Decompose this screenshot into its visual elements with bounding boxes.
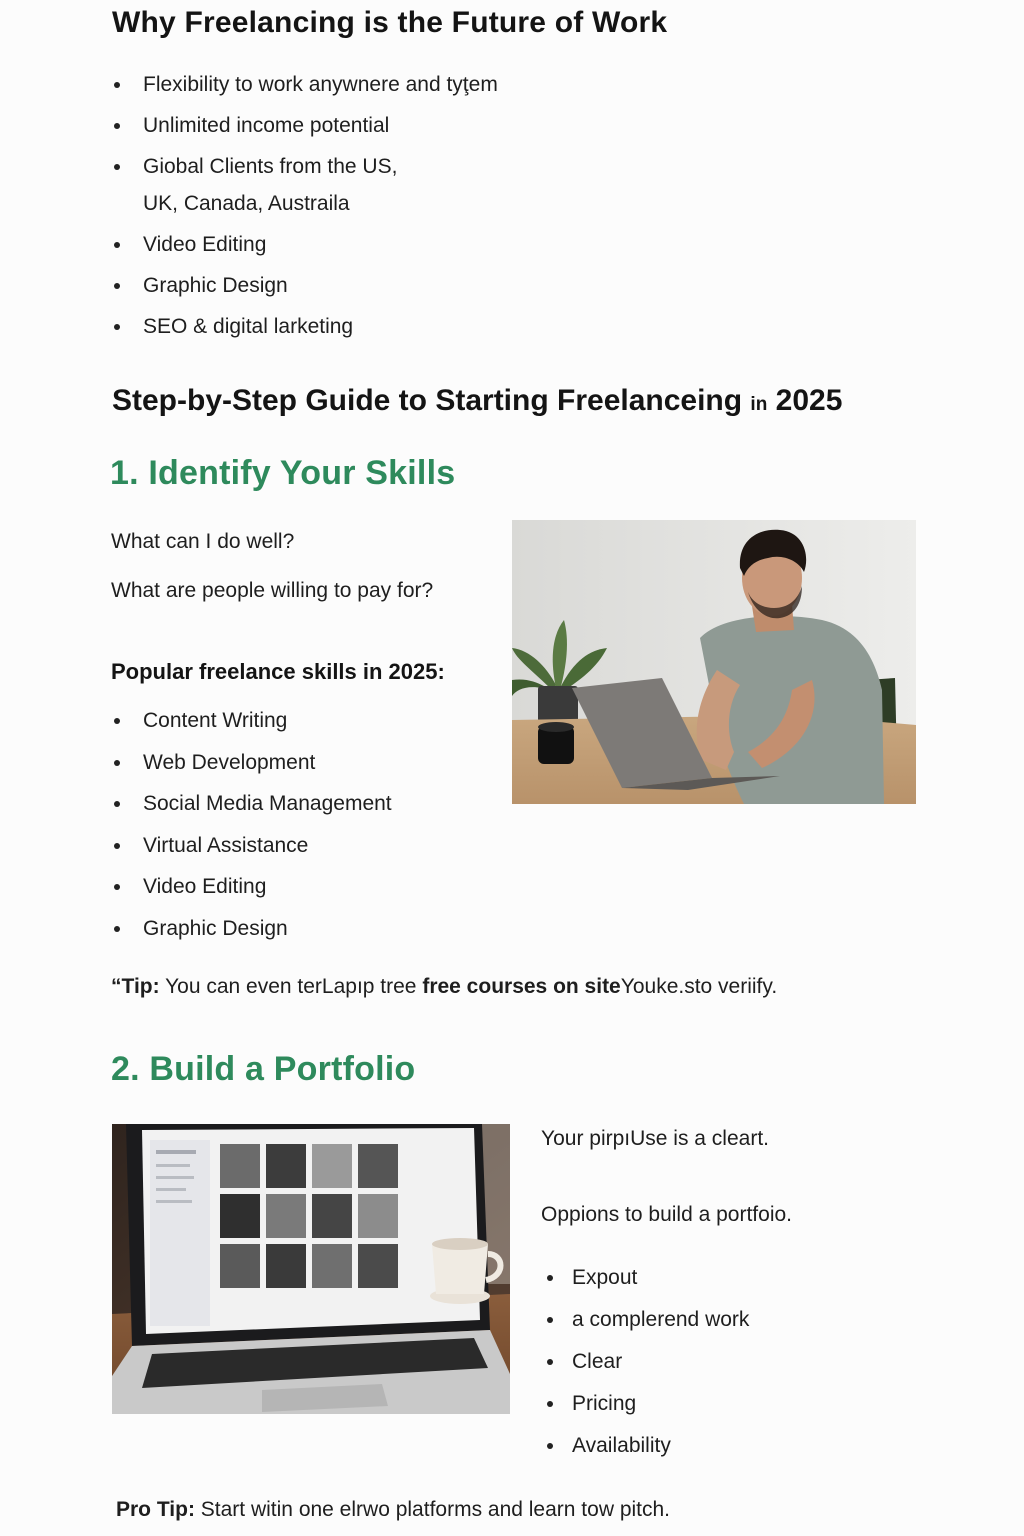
portfolio-photo [112,1124,510,1414]
list-item: Video Editing [112,872,492,914]
list-item: Web Development [112,748,492,790]
list-item: Social Media Management [112,789,492,831]
list-item: SEO & digital larketing [112,312,672,353]
tip-text: You can even terLapıp tree [159,975,423,998]
list-item: Video Editing [112,230,672,271]
person-photo [512,520,916,804]
list-item: Giobal Clients from the US, [112,152,672,189]
list-item: a complerend work [545,1305,965,1347]
guide-heading-year: 2025 [775,384,843,417]
pro-tip-text: Start witin one elrwo platforms and learn tow pitch. [194,1498,671,1521]
step1-tip [111,975,777,999]
list-item: Content Writing [112,706,492,748]
skills-subheading: Popular freelance skills in 2025: [111,659,445,684]
pro-tip [116,1498,670,1522]
list-item: Pricing [545,1389,965,1431]
list-item: Virtual Assistance [112,831,492,873]
laptop-portfolio-gallery-illustration [112,1124,510,1414]
section-title: Why Freelancing is the Future of Work [112,6,668,39]
portfolio-options-list [545,1263,965,1473]
step1-title: 1. Identify Your Skills [110,454,456,492]
list-item: Expout [545,1263,965,1305]
step2-line-2: Oppions to build a portfoio. [541,1203,792,1226]
guide-heading-small: in [750,394,768,415]
pro-tip-label: Pro Tip: [116,1498,195,1521]
list-item: Clear [545,1347,965,1389]
skills-list [112,706,492,956]
step1-question-1: What can I do well? [111,530,295,553]
list-item: Availability [545,1431,965,1473]
man-working-on-laptop-illustration [512,520,916,804]
guide-heading [112,384,842,418]
list-item: Graphic Design [112,914,492,956]
step1-question-2: What are people willing to pay for? [111,579,434,602]
tip-tail: Youke.sto veriify. [620,975,778,998]
step2-line-1: Your pirpıUse is a cleart. [541,1127,769,1150]
tip-bold-text: free courses on site [422,975,621,998]
tip-label: “Tip: [111,975,160,998]
benefits-list [112,70,672,353]
step2-title: 2. Build a Portfolio [111,1050,416,1088]
list-item: Graphic Design [112,271,672,312]
list-item-continuation: UK, Canada, Austraila [143,192,350,215]
list-item: Flexibility to work anywnere and tyţem [112,70,672,111]
guide-heading-main: Step-by-Step Guide to Starting Freelanceing [112,384,743,417]
list-item: Unlimited income potential [112,111,672,152]
